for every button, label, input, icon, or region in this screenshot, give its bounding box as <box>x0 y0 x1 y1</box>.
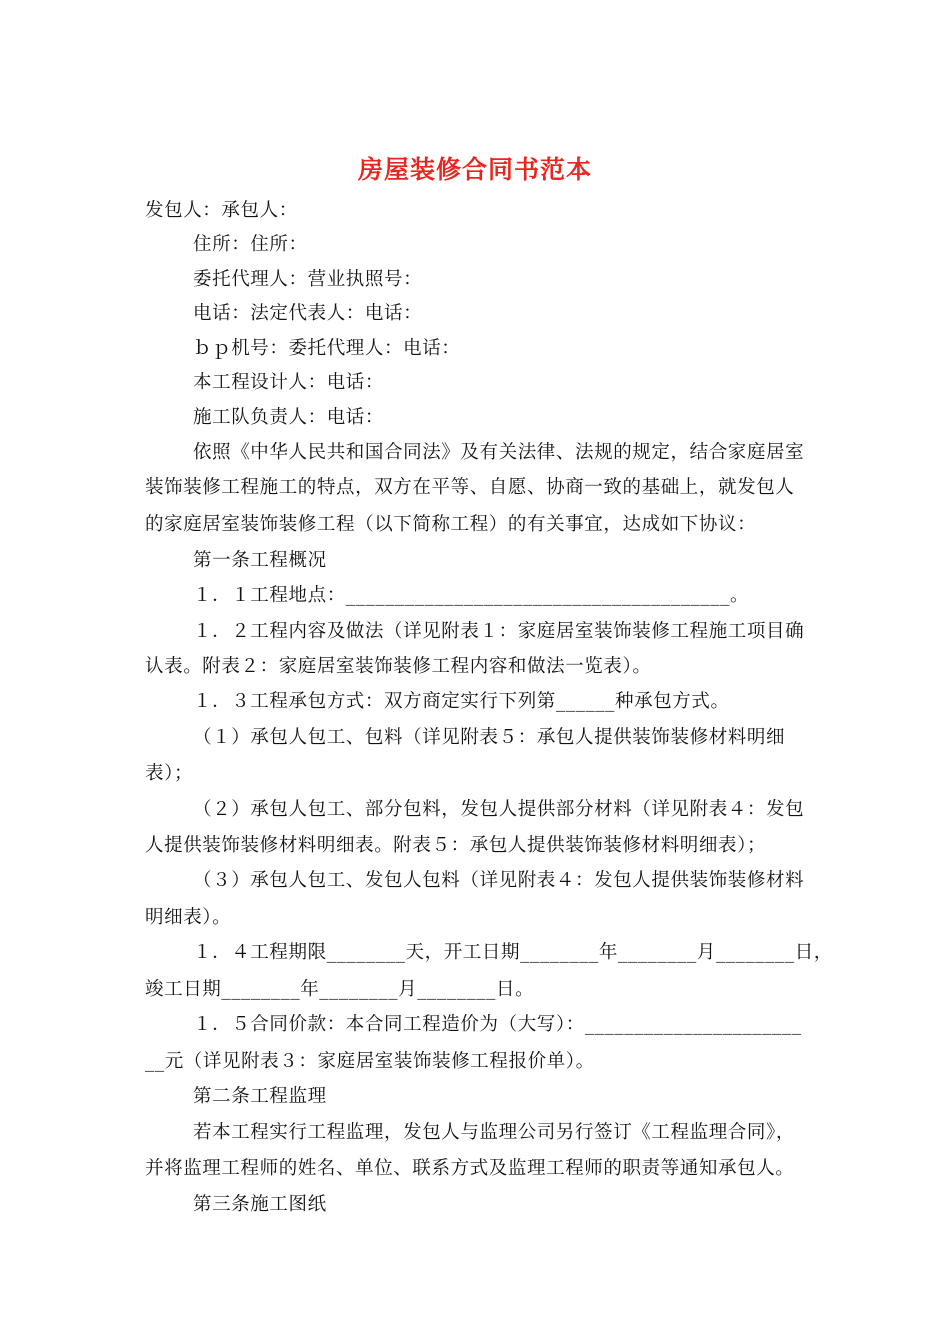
contract-line: １．２工程内容及做法（详见附表１：家庭居室装饰装修工程施工项目确 <box>193 621 805 642</box>
contract-line: 认表。附表２：家庭居室装饰装修工程内容和做法一览表）。 <box>145 656 652 677</box>
section-heading: 第一条工程概况 <box>193 550 327 571</box>
contract-line: __元（详见附表３：家庭居室装饰装修工程报价单）。 <box>145 1051 595 1072</box>
contract-line: 发包人：承包人： <box>145 200 298 221</box>
contract-line: 明细表）。 <box>145 907 232 928</box>
contract-line: 若本工程实行工程监理，发包人与监理公司另行签订《工程监理合同》， <box>193 1122 795 1143</box>
contract-line: 依照《中华人民共和国合同法》及有关法律、法规的规定，结合家庭居室 <box>193 442 805 463</box>
contract-line: 人提供装饰装修材料明细表。附表５：承包人提供装饰装修材料明细表）； <box>145 835 767 856</box>
contract-line: 委托代理人：营业执照号： <box>193 269 423 290</box>
contract-line: 竣工日期________年________月________日。 <box>145 979 535 1000</box>
contract-line: 装饰装修工程施工的特点，双方在平等、自愿、协商一致的基础上，就发包人 <box>145 477 795 498</box>
contract-line: 并将监理工程师的姓名、单位、联系方式及监理工程师的职责等通知承包人。 <box>145 1158 795 1179</box>
section-heading: 第三条施工图纸 <box>193 1194 327 1215</box>
contract-line: 电话：法定代表人：电话： <box>193 303 423 324</box>
contract-line: １．５合同价款：本合同工程造价为（大写）：______________________ <box>193 1014 802 1035</box>
contract-line: 住所：住所： <box>193 234 308 255</box>
contract-line: 表）； <box>145 763 194 784</box>
contract-line: （３）承包人包工、发包人包料（详见附表４：发包人提供装饰装修材料 <box>193 870 805 891</box>
contract-line: （１）承包人包工、包料（详见附表５：承包人提供装饰装修材料明细 <box>193 727 786 748</box>
contract-line: 施工队负责人：电话： <box>193 407 385 428</box>
contract-line: １．３工程承包方式：双方商定实行下列第______种承包方式。 <box>193 691 730 712</box>
contract-line: １．４工程期限________天，开工日期________年________月________日， <box>193 942 833 963</box>
contract-line: ｂｐ机号：委托代理人：电话： <box>193 338 461 359</box>
contract-line: （２）承包人包工、部分包料，发包人提供部分材料（详见附表４：发包 <box>193 799 805 820</box>
contract-line: 的家庭居室装饰装修工程（以下简称工程）的有关事宜，达成如下协议： <box>145 514 757 535</box>
contract-line: 本工程设计人：电话： <box>193 372 385 393</box>
section-heading: 第二条工程监理 <box>193 1086 327 1107</box>
document-title: 房屋装修合同书范本 <box>357 155 592 184</box>
contract-line: １．１工程地点：_______________________________________。 <box>193 585 750 606</box>
